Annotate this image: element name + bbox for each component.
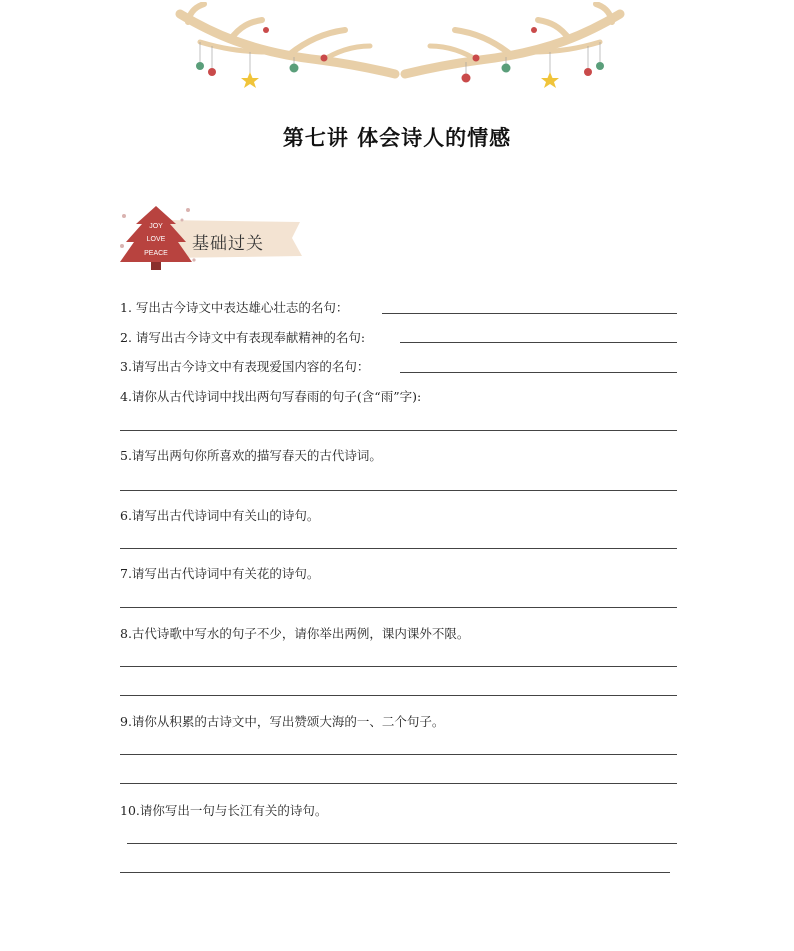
badge-word-joy: JOY [149, 223, 163, 230]
answer-line-9b[interactable] [120, 783, 677, 784]
answer-line-8a[interactable] [120, 666, 677, 667]
badge-word-peace: PEACE [144, 250, 168, 257]
question-10: 10.请你写出一句与长江有关的诗句。 [120, 803, 328, 818]
answer-line-9a[interactable] [120, 754, 677, 755]
section-label: 基础过关 [192, 234, 264, 254]
answer-line-6[interactable] [120, 548, 677, 549]
question-8: 8.古代诗歌中写水的句子不少，请你举出两例，课内课外不限。 [120, 626, 470, 641]
answer-line-1[interactable] [382, 313, 677, 314]
answer-line-2[interactable] [400, 342, 677, 343]
answer-line-10a[interactable] [127, 843, 677, 844]
answer-line-8b[interactable] [120, 695, 677, 696]
question-9: 9.请你从积累的古诗文中，写出赞颂大海的一、二个句子。 [120, 714, 445, 729]
ornament-icons [196, 27, 604, 88]
question-2: 2. 请写出古今诗文中有表现奉献精神的名句: [120, 330, 366, 345]
page-title: 第七讲 体会诗人的情感 [282, 125, 512, 150]
question-4: 4.请你从古代诗词中找出两句写春雨的句子(含“雨”字): [120, 389, 422, 404]
answer-line-4[interactable] [120, 430, 677, 431]
question-3: 3.请写出古今诗文中有表现爱国内容的名句： [120, 359, 370, 374]
question-7: 7.请写出古代诗词中有关花的诗句。 [120, 566, 320, 581]
badge-word-love: LOVE [146, 236, 166, 243]
answer-line-5[interactable] [120, 490, 677, 491]
answer-line-3[interactable] [400, 372, 677, 373]
question-5: 5.请写出两句你所喜欢的描写春天的古代诗词。 [120, 448, 382, 463]
answer-line-7[interactable] [120, 607, 677, 608]
antler-decoration [170, 2, 630, 94]
question-6: 6.请写出古代诗词中有关山的诗句。 [120, 508, 320, 523]
christmas-tree-icon [120, 206, 192, 270]
question-1: 1. 写出古今诗文中表达雄心壮志的名句： [120, 300, 349, 315]
answer-line-10b[interactable] [120, 872, 670, 873]
